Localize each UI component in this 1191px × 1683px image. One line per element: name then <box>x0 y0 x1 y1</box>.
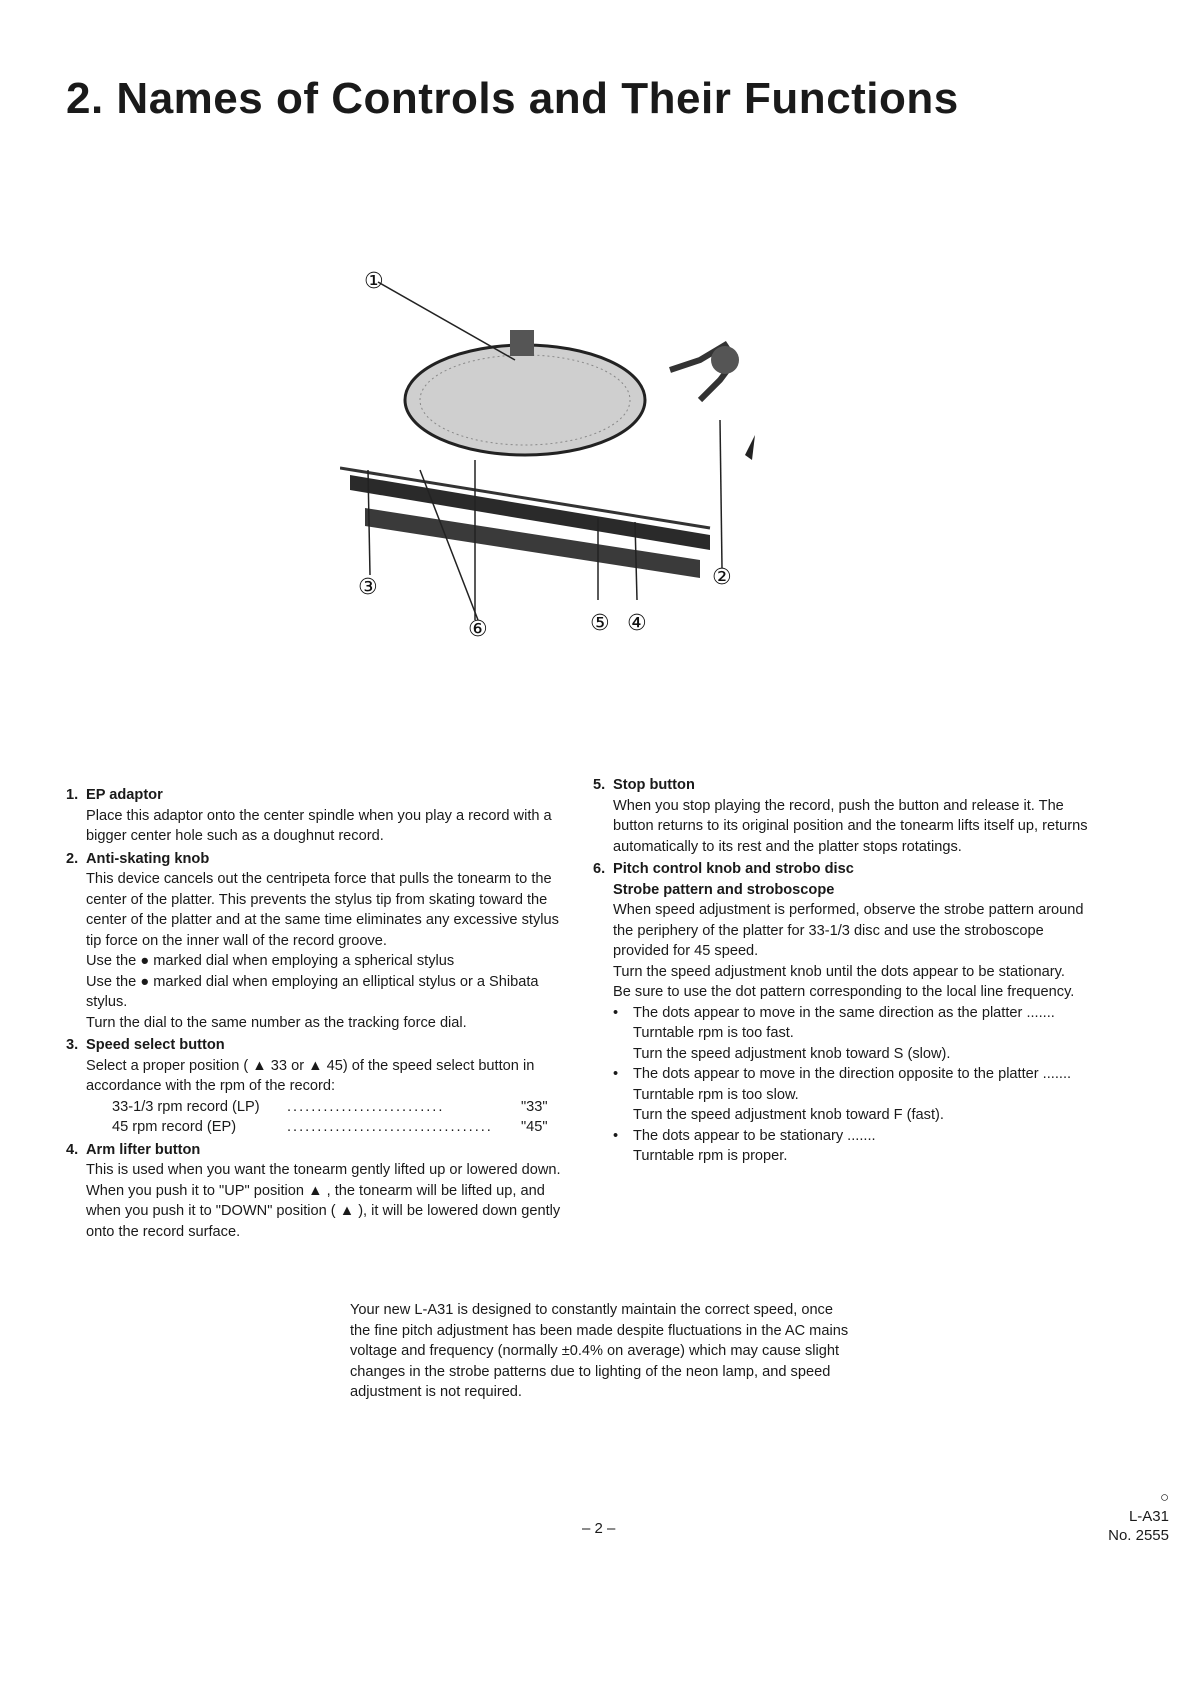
leader-2 <box>720 420 722 568</box>
callout-3: ③ <box>358 575 378 600</box>
turntable-illustration <box>340 260 820 690</box>
rpm-label: 33-1/3 rpm record (LP) <box>112 1098 260 1115</box>
item-title: Stop button <box>613 777 695 793</box>
page-title: 2. Names of Controls and Their Functions <box>66 74 959 123</box>
rpm-row-lp <box>86 1097 576 1118</box>
callout-2: ② <box>712 565 732 590</box>
item-title: Anti-skating knob <box>86 850 210 867</box>
callout-5: ⑤ <box>590 611 610 636</box>
bullet-item <box>613 1126 1103 1167</box>
item-text: Turn the dial to the same number as the tracking force dial. <box>86 1014 467 1031</box>
item-title: Pitch control knob and strobo disc <box>613 861 854 877</box>
rpm-row-ep <box>86 1117 576 1138</box>
model-name: L-A31 <box>1128 1508 1169 1525</box>
circle-mark: ○ <box>1159 1489 1169 1506</box>
item-subtitle: Strobe pattern and stroboscope <box>613 881 835 898</box>
page-number: – 2 – <box>582 1520 616 1537</box>
item-number: 4. <box>66 1141 79 1158</box>
tonearm-pivot <box>711 346 739 374</box>
item-text: When speed adjustment is performed, observe the strobe pattern around the periphery of the platter for 33-1/3 disc and use the stroboscope provided for 45 speed. <box>613 902 1084 959</box>
bullet-item <box>613 1003 1103 1065</box>
item-pitch-control <box>593 859 1103 1167</box>
right-column <box>593 775 1103 1169</box>
callout-6: ⑥ <box>468 617 488 642</box>
callout-1: ① <box>364 269 384 294</box>
bullet-text: The dots appear to move in the direction opposite to the platter ....... <box>633 1066 1072 1082</box>
item-text: Use the ● marked dial when employing an elliptical stylus or a Shibata stylus. <box>86 973 539 1010</box>
bullet-icon: • <box>613 1127 619 1144</box>
item-anti-skating-knob <box>66 849 576 1034</box>
anti-skate-mark <box>745 435 755 460</box>
bullet-text: The dots appear to be stationary ....... <box>633 1127 876 1144</box>
turntable-figure <box>340 260 820 690</box>
bullet-icon: • <box>613 1066 619 1082</box>
bullet-line: Turntable rpm is too fast. <box>633 1025 794 1041</box>
ep-adaptor-shape <box>510 330 534 356</box>
bullet-line: Turn the speed adjustment knob toward F (fast). <box>633 1107 944 1123</box>
item-text: Turn the speed adjustment knob until the dots appear to be stationary. <box>613 963 1065 980</box>
note-text: Your new L-A31 is designed to constantly maintain the correct speed, once the fine pitch adjustment has been made despite fluctuations in the AC mains voltage and frequency (normally ±0.4% on average) which may cause slight changes in the strobe patterns due to lighting of the neon lamp, and speed adjustment is not required. <box>350 1302 849 1400</box>
item-text: This device cancels out the centripeta force that pulls the tonearm to the center of the platter. This prevents the stylus tip from skating toward the center of the platter and at the same time eliminates any excessive stylus tip force on the inner wall of the record groove. <box>86 871 559 949</box>
leader-dots: .......................... <box>287 1098 445 1115</box>
callout-4: ④ <box>627 611 647 636</box>
item-number: 3. <box>66 1037 79 1053</box>
item-number: 1. <box>66 787 79 803</box>
strobe-bullets <box>613 1003 1103 1167</box>
bullet-item <box>613 1064 1103 1126</box>
item-text: Be sure to use the dot pattern corresponding to the local line frequency. <box>613 984 1075 1000</box>
bullet-line: Turn the speed adjustment knob toward S (slow). <box>633 1045 951 1062</box>
item-stop-button <box>593 775 1103 857</box>
item-text: Select a proper position ( ▲ 33 or ▲ 45) of the speed select button in accordance with the rpm of the record: <box>86 1057 535 1094</box>
item-number: 2. <box>66 850 79 867</box>
bullet-line: Turntable rpm is proper. <box>633 1148 788 1164</box>
bullet-text: The dots appear to move in the same direction as the platter ....... <box>633 1004 1055 1021</box>
rpm-value: "33" <box>521 1098 548 1115</box>
item-number: 5. <box>593 777 606 793</box>
item-title: Speed select button <box>86 1037 225 1053</box>
item-speed-select-button <box>66 1035 576 1138</box>
item-text: Place this adaptor onto the center spindle when you play a record with a bigger center hole such as a doughnut record. <box>86 807 552 844</box>
leader-dots: .................................. <box>287 1119 493 1135</box>
item-arm-lifter-button <box>66 1140 576 1243</box>
platter <box>405 345 645 455</box>
item-number: 6. <box>593 861 606 877</box>
item-title: Arm lifter button <box>86 1141 201 1158</box>
footnote-paragraph <box>350 1300 850 1403</box>
left-column <box>66 785 576 1244</box>
rpm-label: 45 rpm record (EP) <box>112 1119 237 1135</box>
rpm-value: "45" <box>521 1119 548 1135</box>
item-text: Use the ● marked dial when employing a spherical stylus <box>86 953 455 969</box>
document-number: No. 2555 <box>1108 1527 1169 1544</box>
bullet-icon: • <box>613 1004 619 1021</box>
item-text: This is used when you want the tonearm gently lifted up or lowered down. When you push it to "UP" position ▲ , the tonearm will be lifted up, and when you push it to "DOWN" position ( ▲ ), it will be lowered down gently onto the record surface. <box>86 1162 561 1240</box>
item-text: When you stop playing the record, push the button and release it. The button returns to its original position and the tonearm lifts itself up, returns automatically to its rest and the platter stops rotatings. <box>613 797 1088 855</box>
item-title: EP adaptor <box>86 787 163 803</box>
leader-1 <box>378 282 515 360</box>
bullet-line: Turntable rpm is too slow. <box>633 1086 799 1103</box>
item-ep-adaptor <box>66 785 576 847</box>
model-block <box>1108 1488 1169 1545</box>
